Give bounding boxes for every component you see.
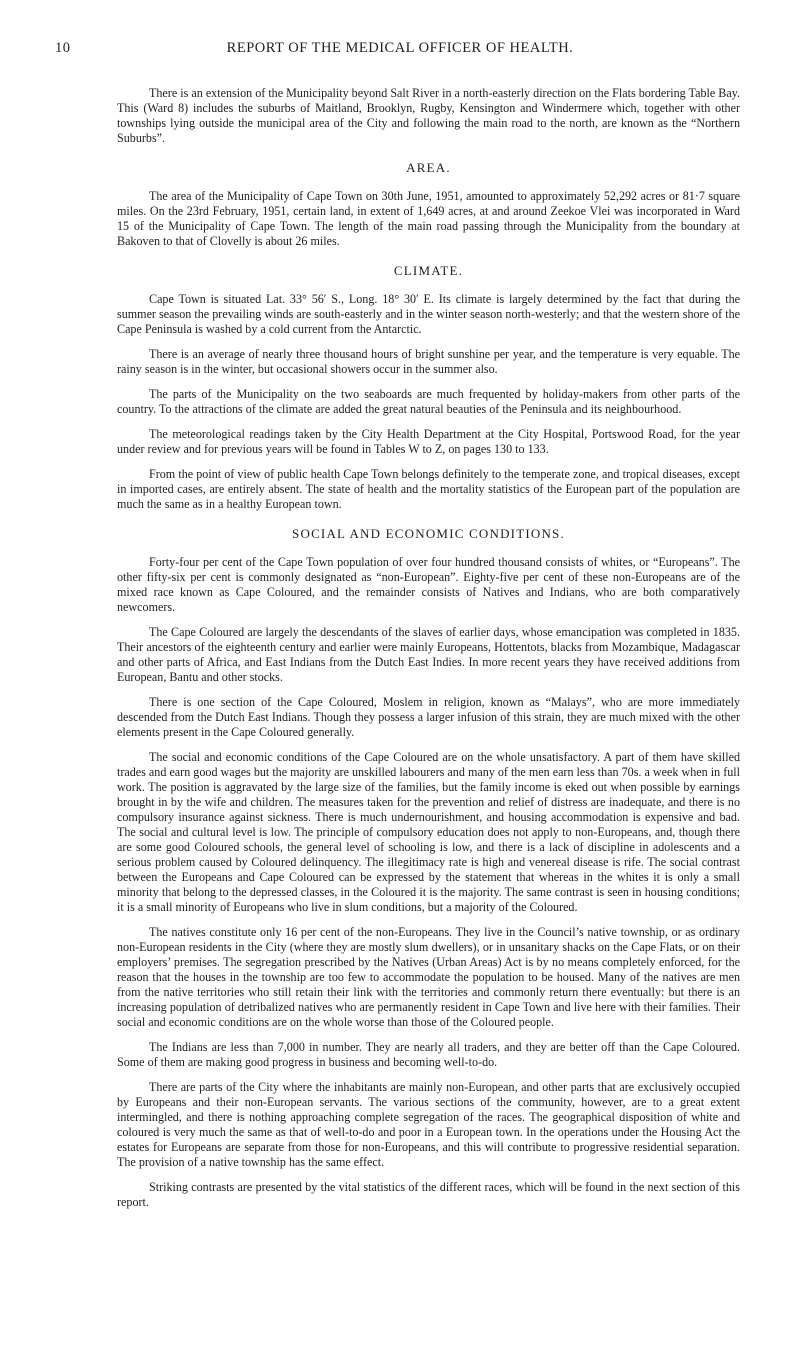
climate-paragraph-3: The parts of the Municipality on the two seaboards are much frequented by holiday-makers from other parts of the country. To the attractions of the climate are added the great natural beauties of the Peninsula and its neighbourhood. [117,387,740,416]
social-paragraph-6: The Indians are less than 7,000 in number. They are nearly all traders, and they are better off than the Cape Coloured. Some of them are making good progress in business and becoming well-to-do. [117,1040,740,1069]
intro-paragraph: There is an extension of the Municipality beyond Salt River in a north-easterly direction on the Flats bordering Table Bay. This (Ward 8) includes the suburbs of Maitland, Brooklyn, Rugby, Kensington and Windermere which, together with other townships lying outside the municipal area of the City and following the main road to the north, are known as the “Northern Suburbs”. [117,86,740,145]
section-heading-area: AREA. [406,160,451,175]
climate-paragraph-5: From the point of view of public health Cape Town belongs definitely to the temperate zone, and tropical diseases, except in imported cases, are entirely absent. The state of health and the mortality statistics of the European part of the population are much the same as in a healthy European town. [117,467,740,511]
page-body [117,86,740,1220]
climate-paragraph-1: Cape Town is situated Lat. 33° 56′ S., Long. 18° 30′ E. Its climate is largely determined by the fact that during the summer season the prevailing winds are south-easterly and in the winter season north-westerly; and that the western shore of the Cape Peninsula is washed by a cold current from the Antarctic. [117,292,740,336]
social-paragraph-8: Striking contrasts are presented by the vital statistics of the different races, which will be found in the next section of this report. [117,1180,740,1209]
climate-paragraph-2: There is an average of nearly three thousand hours of bright sunshine per year, and the temperature is very equable. The rainy season is in the winter, but occasional showers occur in the summer also. [117,347,740,376]
page-header [55,40,745,66]
social-paragraph-5: The natives constitute only 16 per cent of the non-Europeans. They live in the Council’s native township, or as ordinary non-European residents in the City (where they are mostly slum dwellers), or in unsanitary shacks on the Cape Flats, or on their employers’ premises. The segregation prescribed by the Natives (Urban Areas) Act is by no means completely enforced, for the reason that the houses in the township are too few to accommodate the population to be housed. Many of the natives are men from the native territories who still retain their link with the territories and commonly return there eventually: but there is an increasing population of detribalized natives who are permanently resident in Cape Town and live here with their families. Their social and economic conditions are on the whole worse than those of the Coloured people. [117,925,740,1029]
social-paragraph-3: There is one section of the Cape Coloured, Moslem in religion, known as “Malays”, who are more immediately descended from the Dutch East Indians. Though they possess a larger infusion of this strain, they are much mixed with the other elements present in the Cape Coloured generally. [117,695,740,739]
social-paragraph-7: There are parts of the City where the inhabitants are mainly non-European, and other parts that are exclusively occupied by Europeans and their non-European servants. The various sections of the community, however, are to a great extent intermingled, and there is nothing approaching complete segregation of the races. The geographical disposition of white and coloured is very much the same as that of well-to-do and poor in a European town. In the operations under the Housing Act the estates for Europeans are separate from those for non-Europeans, and this will contribute to progressive residential separation. The provision of a native township has the same effect. [117,1080,740,1169]
section-heading-social: SOCIAL AND ECONOMIC CONDITIONS. [292,526,565,541]
social-paragraph-4: The social and economic conditions of the Cape Coloured are on the whole unsatisfactory. A part of them have skilled trades and earn good wages but the majority are unskilled labourers and many of the men earn less than 70s. a week when in full work. The position is aggravated by the large size of the families, but the family income is eked out when possible by earnings brought in by the wife and children. The measures taken for the prevention and relief of distress are inadequate, and there is no compulsory insurance against sickness. There is much undernourishment, and housing accommodation is expensive and bad. The social and cultural level is low. The principle of compulsory education does not apply to non-Europeans, and, though there are some good Coloured schools, the general level of schooling is low, and there is a lack of discipline in adolescents and a serious problem caused by Coloured delinquency. The illegitimacy rate is high and venereal disease is rife. The social contrast between the Europeans and Cape Coloured can be expressed by the statement that whereas in the whites it is only a small minority that belong to the depressed classes, in the Coloured it is the majority. The same contrast is seen in housing conditions; it is a small minority of Europeans who live in slum conditions, but a majority of the Coloured. [117,750,740,914]
climate-paragraph-4: The meteorological readings taken by the City Health Department at the City Hospital, Portswood Road, for the year under review and for previous years will be found in Tables W to Z, on pages 130 to 133. [117,427,740,456]
running-title: REPORT OF THE MEDICAL OFFICER OF HEALTH. [226,40,574,56]
area-paragraph: The area of the Municipality of Cape Town on 30th June, 1951, amounted to approximately 52,292 acres or 81·7 square miles. On the 23rd February, 1951, certain land, in extent of 1,649 acres, at and around Zeekoe Vlei was incorporated in Ward 15 of the Municipality of Cape Town. The length of the main road passing through the Municipality from the boundary at Bakoven to that of Clovelly is about 26 miles. [117,189,740,248]
page-number: 10 [55,40,71,56]
social-paragraph-1: Forty-four per cent of the Cape Town population of over four hundred thousand consists of whites, or “Europeans”. The other fifty-six per cent is commonly designated as “non-European”. Eighty-five per cent of these non-Europeans are of the mixed race known as Cape Coloured, and the remainder consists of Natives and Indians, who are both comparatively newcomers. [117,555,740,614]
section-heading-climate: CLIMATE. [393,263,464,278]
social-paragraph-2: The Cape Coloured are largely the descendants of the slaves of earlier days, whose emancipation was completed in 1835. Their ancestors of the eighteenth century and earlier were mainly Europeans, Hottentots, blacks from Mozambique, Madagascar and other parts of Africa, and East Indians from the Dutch East Indies. In more recent years they have received additions from European, Bantu and other stocks. [117,625,740,684]
